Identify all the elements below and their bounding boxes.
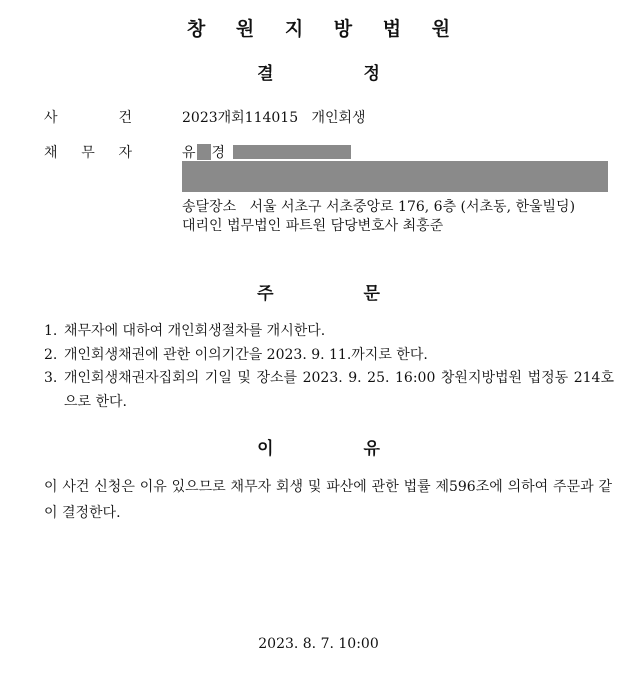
- order-heading-right: 문: [363, 284, 380, 304]
- debtor-label-char: 자: [118, 145, 132, 161]
- order-list: [44, 320, 614, 414]
- case-number: 2023개회114015 개인회생: [182, 110, 366, 126]
- debtor-label: [44, 142, 132, 162]
- order-heading-left: 주: [257, 284, 274, 304]
- reason-heading-right: 유: [363, 439, 380, 459]
- decision-heading-left: 결: [257, 64, 274, 84]
- debtor-name-last: 경: [211, 145, 226, 161]
- decision-heading: [0, 59, 637, 84]
- order-item: [44, 344, 614, 368]
- legal-agent: 대리인 법무법인 파트원 담당변호사 최홍준: [182, 218, 444, 234]
- case-label-char: 건: [118, 110, 132, 126]
- service-place: 송달장소 서울 서초구 서초중앙로 176, 6층 (서초동, 한울빌딩): [182, 199, 576, 215]
- case-label: [44, 107, 132, 127]
- redaction-block: [197, 144, 211, 160]
- redaction-block-address: [182, 161, 608, 192]
- redaction-block: [233, 145, 351, 159]
- order-item-number: 2.: [44, 346, 58, 363]
- order-item: [44, 320, 614, 344]
- order-item-number: 1.: [44, 323, 58, 339]
- reason-heading-left: 이: [257, 439, 274, 459]
- debtor-name-first: 유: [182, 145, 196, 161]
- reason-text: 이 사건 신청은 이유 있으므로 채무자 회생 및 파산에 관한 법률 제596조에 의하여 주문과 같이 결정한다.: [44, 479, 612, 521]
- order-item-text: 개인회생채권자집회의 기일 및 장소를 2023. 9. 25. 16:00 창원지방법원 법정동 214호으로 한다.: [64, 370, 614, 410]
- case-label-char: 사: [44, 110, 58, 126]
- decision-date: 2023. 8. 7. 10:00: [258, 636, 379, 652]
- order-item-number: 3.: [44, 370, 58, 386]
- order-item-text: 채무자에 대하여 개인회생절차를 개시한다.: [64, 323, 326, 339]
- order-heading: [0, 279, 637, 304]
- decision-heading-right: 정: [363, 64, 380, 84]
- order-item-text: 개인회생채권에 관한 이의기간을 2023. 9. 11.까지로 한다.: [64, 346, 428, 363]
- debtor-label-char: 무: [81, 145, 95, 161]
- order-item: [44, 367, 614, 414]
- reason-heading: [0, 434, 637, 459]
- debtor-name: [182, 142, 351, 162]
- court-name: 창 원 지 방 법 원: [186, 18, 463, 40]
- debtor-label-char: 채: [44, 145, 58, 161]
